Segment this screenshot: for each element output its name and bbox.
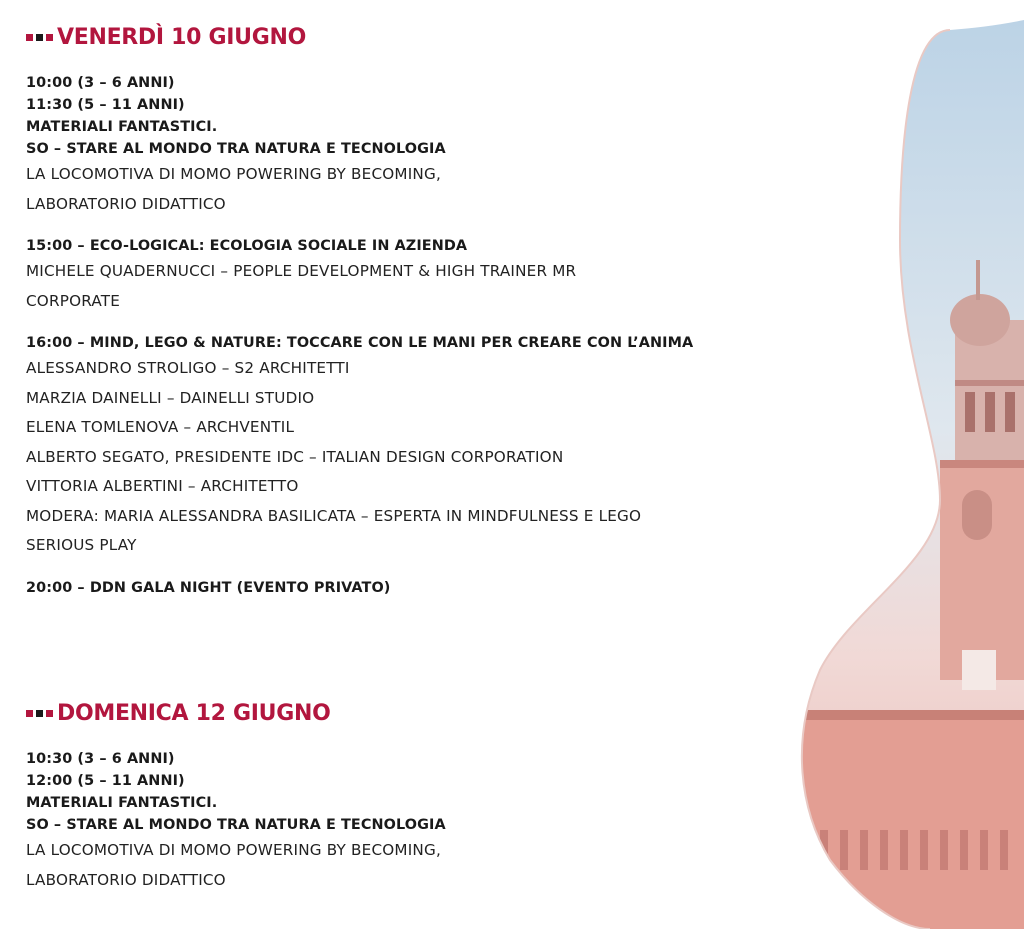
event-line: MICHELE QUADERNUCCI – PEOPLE DEVELOPMENT & HIGH TRAINER MR	[26, 262, 577, 280]
event-line: LA LOCOMOTIVA DI MOMO POWERING BY BECOMING,	[26, 841, 441, 859]
event-bold-line: 16:00 – MIND, LEGO & NATURE: TOCCARE CON LE MANI PER CREARE CON L’ANIMA	[26, 335, 694, 351]
event-line: CORPORATE	[26, 291, 121, 310]
event-block	[26, 577, 806, 599]
event-line: LA LOCOMOTIVA DI MOMO POWERING BY BECOMING,	[26, 165, 441, 183]
event-line: LABORATORIO DIDATTICO	[26, 194, 226, 213]
event-block	[26, 235, 806, 316]
event-line: LABORATORIO DIDATTICO	[26, 870, 226, 889]
event-bold-line: 10:30 (3 – 6 ANNI)	[26, 751, 175, 767]
day-heading	[26, 22, 806, 52]
event-bold-line: 20:00 – DDN GALA NIGHT (EVENTO PRIVATO)	[26, 579, 391, 596]
event-line: ALESSANDRO STROLIGO – S2 ARCHITETTI	[26, 359, 350, 377]
event-block	[26, 332, 806, 561]
event-block	[26, 748, 806, 895]
event-block	[26, 72, 806, 219]
event-line: MODERA: MARIA ALESSANDRA BASILICATA – ESPERTA IN MINDFULNESS E LEGO	[26, 506, 642, 525]
event-bold-line: 12:00 (5 – 11 ANNI)	[26, 773, 185, 789]
event-bold-line: MATERIALI FANTASTICI.	[26, 795, 218, 811]
event-line: VITTORIA ALBERTINI – ARCHITETTO	[26, 477, 299, 495]
event-bold-line: 15:00 – ECO-LOGICAL: ECOLOGIA SOCIALE IN AZIENDA	[26, 238, 468, 254]
event-line: SERIOUS PLAY	[26, 536, 137, 554]
day-section-domenica	[26, 698, 806, 895]
heading-squares-icon	[26, 710, 53, 717]
event-bold-line: SO – STARE AL MONDO TRA NATURA E TECNOLOGIA	[26, 141, 446, 157]
event-line: ELENA TOMLENOVA – ARCHVENTIL	[26, 418, 295, 436]
day-heading-text: VENERDÌ 10 GIUGNO	[57, 24, 306, 50]
event-bold-line: SO – STARE AL MONDO TRA NATURA E TECNOLOGIA	[26, 817, 446, 833]
event-line: ALBERTO SEGATO, PRESIDENTE IDC – ITALIAN DESIGN CORPORATION	[26, 447, 564, 466]
event-bold-line: 11:30 (5 – 11 ANNI)	[26, 97, 185, 113]
castle-tower-illustration	[790, 20, 1024, 929]
day-heading-text: DOMENICA 12 GIUGNO	[57, 700, 331, 726]
event-line: MARZIA DAINELLI – DAINELLI STUDIO	[26, 388, 315, 407]
day-heading	[26, 698, 806, 728]
schedule	[26, 22, 806, 889]
heading-squares-icon	[26, 34, 53, 41]
event-bold-line: 10:00 (3 – 6 ANNI)	[26, 75, 175, 91]
event-bold-line: MATERIALI FANTASTICI.	[26, 119, 218, 135]
day-section-venerdi	[26, 22, 806, 599]
